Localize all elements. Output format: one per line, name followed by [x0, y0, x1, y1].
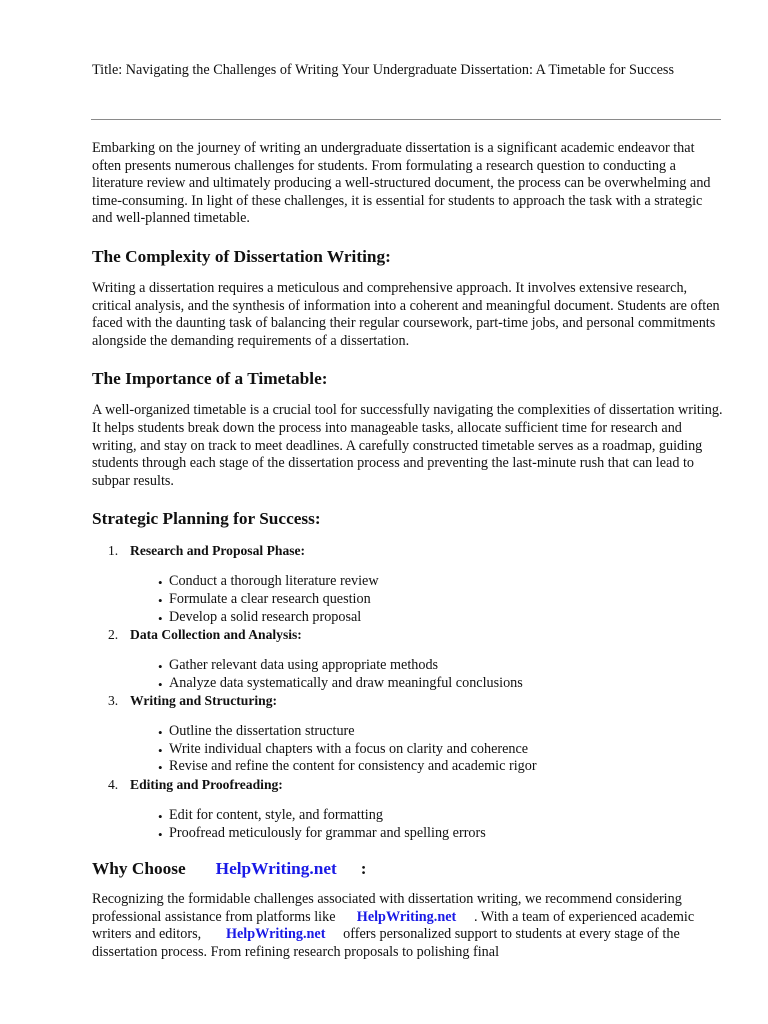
helpwriting-link[interactable]: HelpWriting.net	[215, 859, 337, 879]
bullet-icon: •	[158, 592, 163, 608]
task-list	[130, 657, 724, 692]
bullet-icon: •	[158, 826, 163, 842]
task-item	[130, 591, 724, 609]
task-text: Formulate a clear research question	[169, 590, 371, 607]
final-text-2: . With a team of experienced academic writers and editors,	[92, 908, 695, 943]
bullet-icon: •	[158, 659, 163, 675]
task-item	[130, 825, 724, 843]
why-suffix: :	[360, 859, 367, 879]
section-heading: The Complexity of Dissertation Writing:	[92, 246, 391, 266]
task-list	[130, 723, 724, 776]
task-item	[130, 675, 724, 693]
task-item	[130, 723, 724, 741]
phase-item	[92, 626, 724, 692]
title-divider	[91, 119, 721, 120]
task-text: Proofread meticulously for grammar and spelling errors	[169, 824, 486, 841]
bullet-icon: •	[158, 676, 163, 692]
why-prefix: Why Choose	[92, 859, 186, 879]
section-heading: Strategic Planning for Success:	[92, 509, 321, 529]
final-text-1: Recognizing the formidable challenges associated with dissertation writing, we recommend considering professional assistance from platforms like	[92, 891, 682, 925]
phase-title: Writing and Structuring:	[130, 693, 278, 709]
why-choose-heading	[92, 859, 724, 879]
bullet-icon: •	[158, 809, 163, 825]
phase-item	[92, 542, 724, 626]
final-text-3: offers personalized support to students at every stage of the dissertation process. From refining research proposals to polishing final	[92, 926, 680, 961]
section-paragraph: A well-organized timetable is a crucial tool for successfully navigating the complexities of dissertation writing. It helps students break down the process into manageable tasks, allocate sufficient time for research and writing, and stay on track to meet deadlines. A carefully constructed timetable serves as a roadmap, guiding students through each stage of the dissertation process and preventing the last-minute rush that can lead to subpar results.	[92, 402, 723, 489]
task-text: Gather relevant data using appropriate methods	[169, 657, 439, 674]
bullet-icon: •	[158, 760, 163, 776]
task-list	[130, 807, 724, 842]
bullet-icon: •	[158, 725, 163, 741]
final-paragraph	[92, 891, 724, 961]
phase-item	[92, 776, 724, 842]
phase-title: Research and Proposal Phase:	[130, 543, 306, 559]
task-text: Write individual chapters with a focus on clarity and coherence	[169, 740, 529, 757]
task-item	[130, 609, 724, 627]
section-strategic-planning	[92, 509, 724, 842]
phase-item	[92, 692, 724, 776]
bullet-icon: •	[158, 575, 163, 591]
task-item	[130, 657, 724, 675]
task-text: Edit for content, style, and formatting	[169, 807, 383, 824]
phase-list	[92, 542, 724, 842]
task-text: Conduct a thorough literature review	[169, 573, 379, 590]
phase-title: Data Collection and Analysis:	[130, 627, 302, 643]
task-text: Outline the dissertation structure	[169, 723, 355, 740]
task-item	[130, 758, 724, 776]
task-item	[130, 807, 724, 825]
section-importance	[92, 369, 724, 490]
task-text: Analyze data systematically and draw meaningful conclusions	[169, 674, 523, 691]
bullet-icon: •	[158, 610, 163, 626]
section-paragraph: Writing a dissertation requires a meticulous and comprehensive approach. It involves extensive research, critical analysis, and the synthesis of information into a coherent and meaningful document. Students are often faced with the daunting task of balancing their regular coursework, part-time jobs, and personal commitments alongside the demanding requirements of a dissertation.	[92, 279, 720, 349]
helpwriting-link[interactable]: HelpWriting.net	[356, 908, 457, 925]
document-body	[92, 140, 724, 962]
section-heading: The Importance of a Timetable:	[92, 369, 328, 389]
intro-paragraph: Embarking on the journey of writing an undergraduate dissertation is a significant academic endeavor that often presents numerous challenges for students. From formulating a research question to conducting a literature review and ultimately producing a well-structured document, the process can be overwhelming and time-consuming. In light of these challenges, it is essential for students to approach the task with a strategic and well-planned timetable.	[92, 140, 711, 227]
task-item	[130, 741, 724, 759]
section-complexity	[92, 247, 724, 350]
bullet-icon: •	[158, 742, 163, 758]
phase-title: Editing and Proofreading:	[130, 777, 283, 793]
task-text: Develop a solid research proposal	[169, 608, 362, 625]
phase-number: 1.	[108, 543, 119, 559]
phase-number: 3.	[108, 693, 119, 709]
helpwriting-link[interactable]: HelpWriting.net	[225, 926, 326, 943]
document-title: Title: Navigating the Challenges of Writing Your Undergraduate Dissertation: A Timetable for Success	[92, 62, 674, 78]
phase-number: 2.	[108, 627, 119, 643]
task-text: Revise and refine the content for consistency and academic rigor	[169, 758, 537, 775]
task-list	[130, 573, 724, 626]
phase-number: 4.	[108, 777, 119, 793]
task-item	[130, 573, 724, 591]
